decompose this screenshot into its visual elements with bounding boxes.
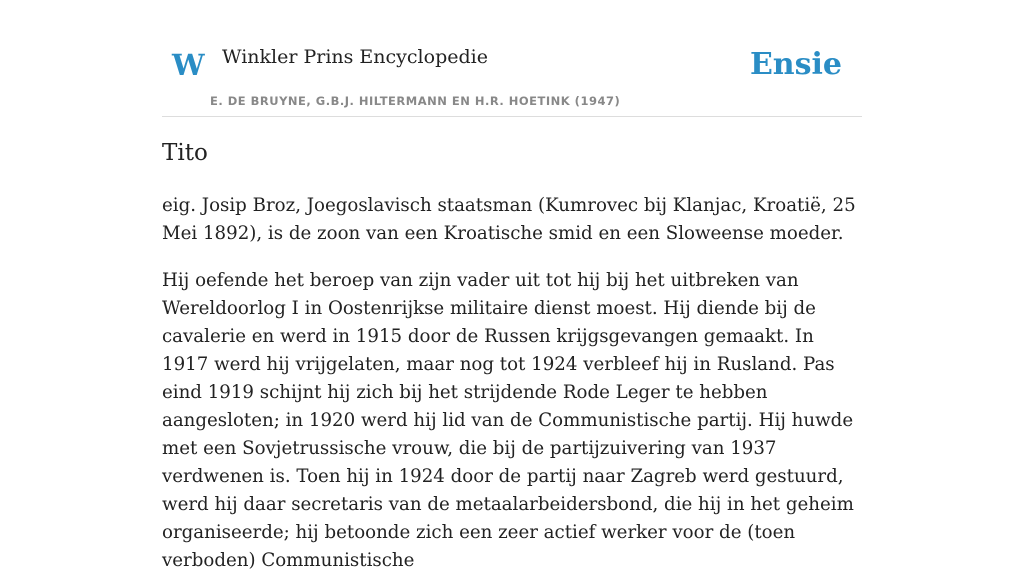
article-paragraph-intro: eig. Josip Broz, Joegoslavisch staatsman (Kumrovec bij Klanjac, Kroatië, 25 Mei 1892), is de zoon van een Kroatische smid en een Sloweense moeder.: [162, 194, 856, 244]
encyclopedia-title[interactable]: Winkler Prins Encyclopedie: [222, 46, 488, 68]
encyclopedia-header: [162, 0, 862, 117]
winkler-prins-logo[interactable]: W: [172, 48, 205, 82]
ensie-logo[interactable]: Ensie: [749, 47, 842, 82]
article-title: Tito: [162, 140, 208, 166]
encyclopedia-authors: E. DE BRUYNE, G.B.J. HILTERMANN EN H.R. HOETINK (1947): [210, 94, 621, 108]
article-paragraph-body: Hij oefende het beroep van zijn vader uit tot hij bij het uitbreken van Wereldoorlog I in Oostenrijkse militaire dienst moest. Hij diende bij de cavalerie en werd in 1915 door de Russen krijgsgevangen gemaakt. In 1917 werd hij vrijgelaten, maar nog tot 1924 verbleef hij in Rusland. Pas eind 1919 schijnt hij zich bij het strijdende Rode Leger te hebben aangesloten; in 1920 werd hij lid van de Communistische partij. Hij huwde met een Sovjetrussische vrouw, die bij de partijzuivering van 1937 verdwenen is. Toen hij in 1924 door de partij naar Zagreb werd gestuurd, werd hij daar secretaris van de metaalarbeidersbond, die hij in het geheim organiseerde; hij betoonde zich een zeer actief werker voor de (toen verboden) Communistische: [162, 269, 854, 571]
page-container: [162, 0, 862, 575]
